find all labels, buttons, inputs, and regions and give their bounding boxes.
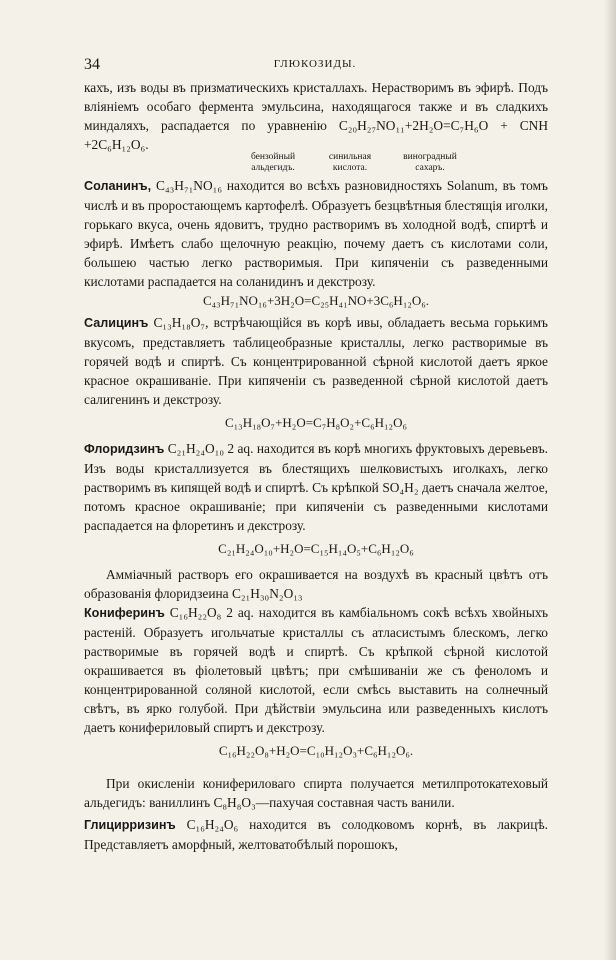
glycyrrhizin-text: C₁₆H₂₄O₆ находится въ солодковомъ корнѣ, въ лакрицѣ. Представляетъ аморфный, желтоватобѣлый порошокъ, (84, 817, 548, 852)
coniferin-text: C₁₆H₂₂O₈ 2 aq. находится въ камбіальномъ сокѣ всѣхъ хвойныхъ растеній. Образуетъ игольчатые кристаллы съ атласистымъ блескомъ, легко растворимые въ горячей водѣ и спиртѣ. Съ крѣпкой сѣрной кислотой окрашивается въ фіолетовый цвѣтъ; при смѣшиваніи же съ феноломъ и концентрированной соляной кислотой, если смѣсь выставить на солнечный свѣтъ, въ ярко голубой. При дѣйствіи эмульсина или разведенныхъ кислотъ даетъ конифериловый спиртъ и декстрозу. (84, 605, 548, 735)
paragraph-spacer (84, 767, 548, 774)
floridzin-text: C₂₁H₂₄O₁₀ 2 aq. находится въ корѣ многихъ фруктовыхъ деревьевъ. Изъ воды кристаллизуется въ блестящихъ шелковистыхъ иголкахъ, легко растворимъ въ кипящей водѣ и спиртѣ. Съ крѣпкой SO₄H₂ даетъ сначала желтое, потомъ красное окрашиваніе; при кипяченіи съ разведенными кислотами распадается на флоретинъ и декстрозу. (84, 441, 548, 533)
paragraph-glycyrrhizin (84, 815, 548, 854)
page-number: 34 (84, 56, 100, 73)
equation-floridzin: C₂₁H₂₄O₁₀+H₂O=C₁₅H₁₄O₅+C₆H₁₂O₆ (218, 541, 414, 556)
term-solanin: Соланинъ, (84, 179, 152, 193)
salicin-text: C₁₃H₁₈O₇, встрѣчающійся въ корѣ ивы, обладаетъ весьма горькимъ вкусомъ, представляетъ таблицеобразные кристаллы, легко растворимые въ горячей водѣ и спиртѣ. Съ концентрированной сѣрной кислотой даетъ яркое красное окрашиваніе. При кипяченіи съ разведенной сѣрной кислотой даетъ салигенинъ и декстрозу. (84, 315, 548, 407)
paragraph-floridzin (84, 439, 548, 535)
equation-annotations (84, 152, 548, 176)
term-coniferin: Кониферинъ (84, 606, 165, 620)
paragraph-ammonia-solution: Амміачный растворъ его окрашивается на воздухѣ въ красный цвѣтъ отъ образованія флоридзеина C₂₁H₃₀N₂O₁₃ (84, 567, 548, 601)
term-floridzin: Флоридзинъ (84, 442, 165, 456)
annotation-hydrocyanic-acid: синильная кислота. (328, 152, 372, 173)
page-header (84, 56, 546, 76)
solanin-text: C₄₃H₇₁NO₁₆ находится во всѣхъ разновидностяхъ Solanum, въ томъ числѣ и въ проростающемъ картофелѣ. Образуетъ безцвѣтныя блестящія иголки, горькаго вкуса, очень ядовитъ, трудно растворимъ въ холодной водѣ, спиртѣ и эфирѣ. Имѣетъ слабо щелочную реакцію, почему даетъ съ кислотами соли, большею частью легко растворимыя. При кипяченіи съ разведенными кислотами распадается на соланидинъ и декстрозу. (84, 178, 548, 289)
term-salicin: Салицинъ (84, 316, 149, 330)
annotation-benzaldehyde: бензойный альдегидъ. (250, 152, 296, 173)
running-title: ГЛЮКОЗИДЫ. (273, 58, 357, 70)
term-glycyrrhizin: Глицирризинъ (84, 818, 176, 832)
equation-coniferin: C₁₆H₂₂O₈+H₂O=C₁₀H₁₂O₃+C₆H₁₂O₆. (218, 743, 414, 758)
paragraph-coniferin (84, 603, 548, 737)
annotation-grape-sugar: виноградный сахаръ. (403, 152, 457, 173)
paragraph-salicin (84, 313, 548, 409)
page-body (84, 78, 548, 854)
paragraph-solanin (84, 176, 548, 291)
page-edge-shadow (604, 0, 616, 960)
equation-solanin: C₄₃H₇₁NO₁₆+3H₂O=C₂₅H₄₁NO+3C₆H₁₂O₆. (202, 293, 430, 308)
paragraph-amygdalin-continued: кахъ, изъ воды въ призматическихъ кристаллахъ. Нерастворимъ въ эфирѣ. Подъ вліяніемъ особаго фермента эмульсина, находящагося также и въ сладкихъ миндаляхъ, распадается по уравненію C₂₀H₂₇NO₁₁+2H₂O=C₇H₆O + CNH +2C₆H₁₂O₆. (84, 80, 548, 152)
equation-salicin: C₁₃H₁₈O₇+H₂O=C₇H₈O₂+C₆H₁₂O₆ (224, 415, 408, 430)
paragraph-oxidation-vanillin: При окисленіи конифериловаго спирта получается метилпротокатеховый альдегидъ: ваниллинъ C₈H₈O₃—пахучая составная часть ванили. (84, 776, 548, 810)
